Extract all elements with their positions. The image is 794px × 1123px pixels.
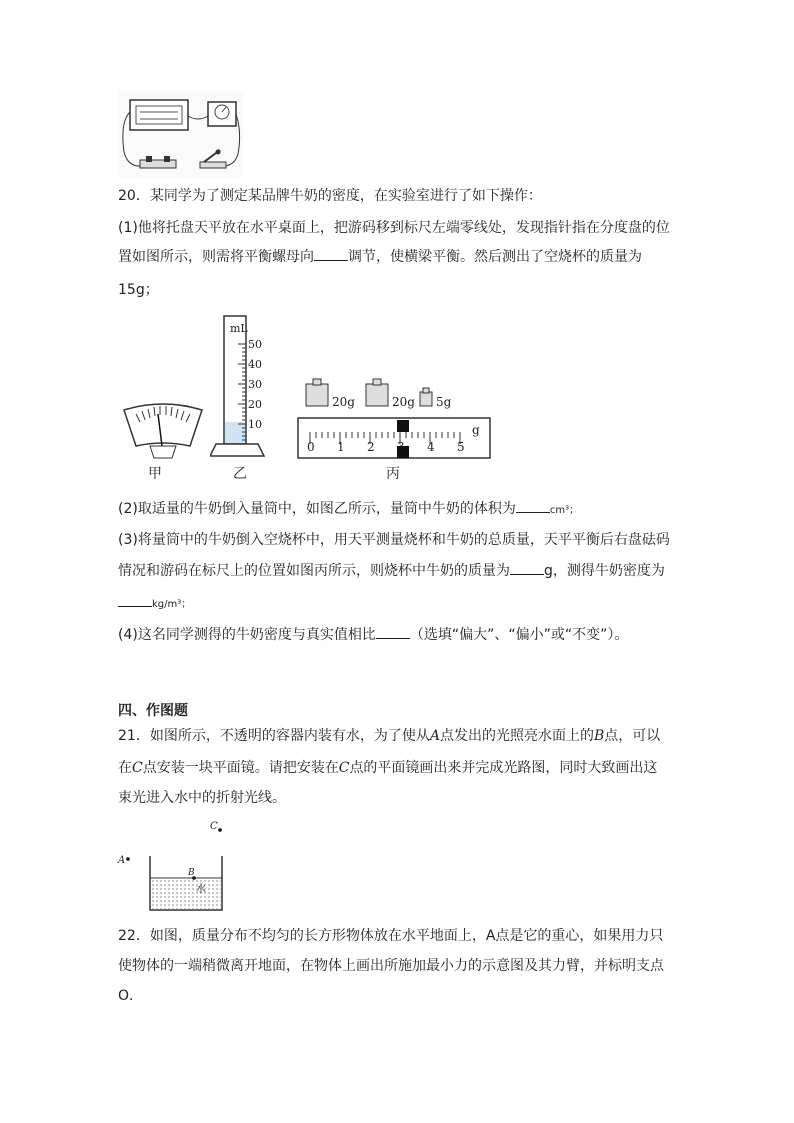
cylinder-tick-label: 10 — [248, 418, 262, 431]
q20-part1-line1: (1)他将托盘天平放在水平桌面上，把游码移到标尺左端零线处，发现指针指在分度盘的位 — [118, 220, 670, 236]
section-heading: 四、作图题 — [118, 703, 188, 719]
q20-part1-line2: 置如图所示，则需将平衡螺母向 调节，使横梁平衡。然后测出了空烧杯的质量为 — [118, 246, 642, 267]
q20-stem: 20．某同学为了测定某品牌牛奶的密度，在实验室进行了如下操作： — [118, 188, 542, 204]
rider-top — [397, 420, 409, 432]
answer-blank-direction[interactable] — [314, 246, 348, 261]
point-c — [218, 828, 222, 832]
scale-number: 0 — [307, 440, 315, 454]
q20-part1-line3: 15g； — [118, 282, 159, 298]
scale-number: 4 — [427, 440, 435, 454]
cylinder-tick-label: 40 — [248, 358, 262, 371]
answer-blank-density[interactable] — [118, 592, 152, 607]
q22-line2: 使物体的一端稍微离开地面，在物体上画出所施加最小力的示意图及其力臂，并标明支点 — [118, 958, 664, 974]
q21-line2: 在C点安装一块平面镜。请把安装在C点的平面镜画出来并完成光路图，同时大致画出这 — [118, 760, 658, 776]
label-bing: 丙 — [386, 466, 400, 482]
q20-part3-line1: (3)将量筒中的牛奶倒入空烧杯中，用天平测量烧杯和牛奶的总质量，天平平衡后右盘砝码 — [118, 532, 670, 548]
light-path-figure — [116, 816, 236, 916]
circuit-figure — [118, 92, 243, 178]
label-jia: 甲 — [148, 466, 162, 482]
scale-unit-label: g — [472, 423, 480, 437]
cylinder-tick-label: 20 — [248, 398, 262, 411]
water-label: 水 — [196, 884, 206, 895]
q20-part2: (2)取适量的牛奶倒入量筒中，如图乙所示，量筒中牛奶的体积为 cm³； — [118, 498, 579, 521]
q21-line1: 21．如图所示，不透明的容器内装有水，为了使从A点发出的光照亮水面上的B点，可以 — [118, 728, 661, 744]
q20-part4: (4)这名同学测得的牛奶密度与真实值相比 （选填“偏大”、“偏小”或“不变”）。 — [118, 624, 628, 645]
weight-label-1: 20g — [332, 395, 355, 409]
balance-pointer-figure — [120, 398, 206, 460]
weight-label-2: 20g — [392, 395, 415, 409]
label-yi: 乙 — [233, 466, 247, 482]
scale-number: 2 — [367, 440, 375, 454]
rider-bottom — [397, 446, 409, 458]
weights-and-scale-figure — [296, 376, 492, 462]
point-a-label: A — [118, 855, 126, 866]
cylinder-unit-label: mL — [230, 322, 248, 335]
point-a — [126, 857, 130, 861]
q20-part3-line3: kg/m³； — [118, 592, 191, 615]
graduated-cylinder-figure — [210, 312, 270, 462]
cylinder-tick-label: 30 — [248, 378, 262, 391]
scale-number: 1 — [337, 440, 345, 454]
cylinder-tick-label: 50 — [248, 338, 262, 351]
answer-blank-volume[interactable] — [516, 498, 550, 513]
scale-number: 5 — [457, 440, 465, 454]
q21-line3: 束光进入水中的折射光线。 — [118, 790, 286, 806]
answer-blank-mass[interactable] — [510, 560, 544, 575]
q20-part3-line2: 情况和游码在标尺上的位置如图丙所示，则烧杯中牛奶的质量为 g，测得牛奶密度为 — [118, 560, 665, 581]
answer-blank-comparison[interactable] — [376, 624, 410, 639]
q22-line1: 22．如图，质量分布不均匀的长方形物体放在水平地面上，A点是它的重心，如果用力只 — [118, 928, 664, 944]
q22-line3: O． — [118, 988, 144, 1004]
weight-20g-2 — [366, 379, 388, 406]
point-c-label: C — [210, 821, 218, 832]
weight-label-3: 5g — [436, 395, 452, 409]
weight-5g — [420, 388, 432, 406]
point-b-label: B — [188, 868, 195, 878]
weight-20g-1 — [306, 379, 328, 406]
